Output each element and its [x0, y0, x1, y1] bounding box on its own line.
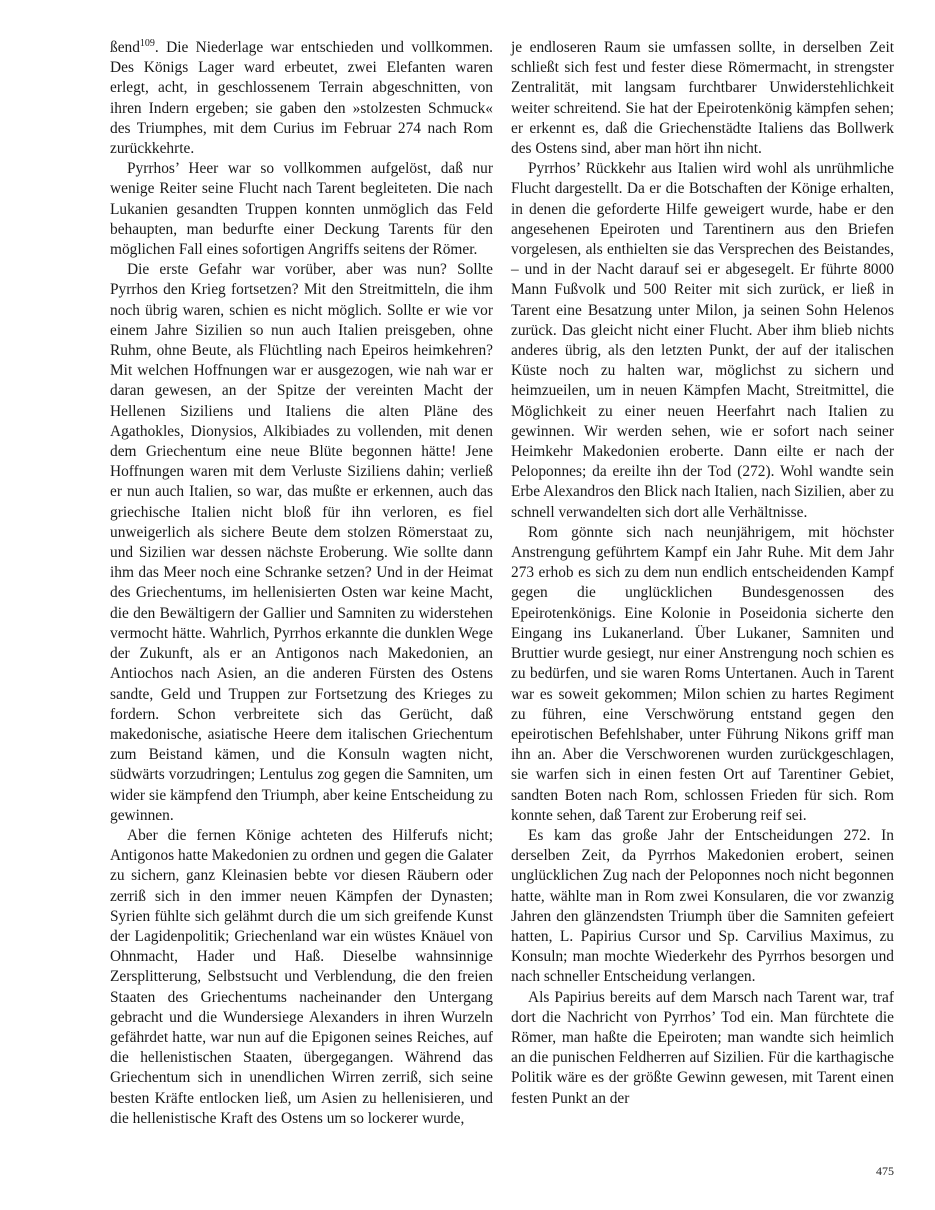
opening-fragment-start: ßend [110, 39, 140, 56]
paragraph: Aber die fernen Könige achteten des Hilferufs nicht; Antigonos hatte Makedonien zu ordnen und gegen die Galater zu sichern, ganz Kleinasien bebte vor diesen Räubern oder zerriß sich in den immer neuen Kämpfen der Dynasten; Syrien fühlte sich gelähmt durch die um sich greifende Kunst der Lagidenpolitik; Griechenland war ein wüstes Knäuel von Ohnmacht, Hader und Haß. Dieselbe wahnsinnige Zersplitterung, Selbstsucht und Verblendung, die den freien Staaten des Griechentums nacheinander den Untergang gebracht und die Wundersiege Alexanders in ihren Wurzeln gefährdet hatte, war nun auf die Epigonen seines Reiches, auf die hellenistischen Staaten, übergegangen. Während das Griechentum sich in unendlichen Wirren zerriß, sich seine besten Kräfte entlocken ließ, um Asien zu hellenisieren, und die hellenistische Kraft des Ostens um so lockerer wurde, [110, 826, 493, 1127]
opening-fragment-rest: . Die Niederlage war entschieden und vollkommen. Des Königs Lager ward erbeutet, zwei Elefanten waren erlegt, acht, in geschlossenem Terrain abgeschnitten, von ihren Indern ergeben; sie gaben den »stolzesten Schmuck« des Triumphes, mit dem Curius im Februar 274 nach Rom zurückkehrte. [110, 39, 493, 158]
left-column [110, 38, 493, 1129]
footnote-reference: 109 [139, 37, 155, 49]
page-number: 475 [876, 1164, 894, 1178]
paragraph: Die erste Gefahr war vorüber, aber was nun? Sollte Pyrrhos den Krieg fortsetzen? Mit den Streitmitteln, die ihm noch übrig waren, schien es nicht möglich. Sollte er wie vor einem Jahre Sizilien so nun auch Italien preisgeben, ohne Ruhm, ohne Beute, als Flüchtling nach Epeiros heimkehren? Mit welchen Hoffnungen war er ausgezogen, wie nah war er daran gewesen, an der Spitze der vereinten Macht der Hellenen Siziliens und Italiens die alten Pläne des Agathokles, Dionysios, Alkibiades zu vollenden, mit denen dem Griechentum eine neue Blüte begonnen hätte! Jene Hoffnungen waren mit dem Verluste Siziliens dahin; verließ er nun auch Italien, so war, das mußte er erkennen, auch das griechische Italien nicht bloß für ihn verloren, es fiel unweigerlich als sichere Beute dem stolzen Römerstaat zu, und Sizilien war dessen nächste Eroberung. Wie sollte dann ihm das Meer noch eine Schranke setzen? Und in der Heimat des Griechentums, im hellenisierten Osten war keine Macht, die den Bewältigern der Gallier und Samniten zu widerstehen vermocht hätte. Wahrlich, Pyrrhos erkannte die dunklen Wege der Zukunft, als er an Antigonos nach Makedonien, an Antiochos nach Asien, an die anderen Fürsten des Ostens sandte, Geld und Truppen zur Fortsetzung des Krieges zu fordern. Schon verbreitete sich das Gerücht, daß makedonische, asiatische Heere dem italischen Griechentum zum Beistand kämen, und die Konsuln wagten nicht, südwärts vorzudringen; Lentulus zog gegen die Samniten, um wider sie kämpfend den Triumph, aber keine Entscheidung zu gewinnen. [110, 261, 493, 824]
paragraph: Pyrrhos’ Rückkehr aus Italien wird wohl als unrühmliche Flucht dargestellt. Da er die Botschaften der Könige erhalten, in denen die geforderte Hilfe geweigert wurde, habe er den angesehenen Epeiroten und Tarentinern aus den Briefen vorgelesen, als enthielten sie das Versprechen des Beistandes, – und in der Nacht darauf sei er abgesegelt. Er führte 8000 Mann Fußvolk und 500 Reiter mit sich zurück, er ließ in Tarent eine Besatzung unter Milon, ja seinen Sohn Helenos zurück. Das gleicht nicht einer Flucht. Aber ihm blieb nichts anderes übrig, als den letzten Punkt, der auf der italischen Küste noch zu halten war, möglichst zu sichern und heimzueilen, um in neuen Kämpfen Macht, Streitmittel, die Möglichkeit zu einer neuen Heerfahrt nach Italien zu gewinnen. Wir werden sehen, wie er sofort nach seiner Heimkehr Makedonien eroberte. Dann eilte er nach der Peloponnes; da ereilte ihn der Tod (272). Wohl wandte sein Erbe Alexandros den Blick nach Italien, nach Sizilien, aber zu schnell verwandelten sich dort alle Verhältnisse. [511, 160, 894, 521]
paragraph: Als Papirius bereits auf dem Marsch nach Tarent war, traf dort die Nachricht von Pyrrhos’ Tod ein. Man fürchtete die Römer, man haßte die Epeiroten; man wandte sich heimlich an die punischen Feldherren auf Sizilien. Für die karthagische Politik wäre es der größte Gewinn gewesen, mit Tarent einen festen Punkt an der [511, 988, 894, 1107]
paragraph: Pyrrhos’ Heer war so vollkommen aufgelöst, daß nur wenige Reiter seine Flucht nach Tarent begleiteten. Die nach Lukanien gesandten Truppen konnten unmöglich das Feld behaupten, man bedurfte einer Deckung Tarents für den möglichen Fall eines sofortigen Angriffs seitens der Römer. [110, 160, 493, 259]
right-column [511, 38, 894, 1109]
paragraph: Rom gönnte sich nach neunjährigem, mit höchster Anstrengung geführtem Kampf ein Jahr Ruhe. Mit dem Jahr 273 erhob es sich zu dem nun endlich entscheidenden Kampf gegen die unglücklichen Bundesgenossen des Epeirotenkönigs. Eine Kolonie in Poseidonia sicherte den Eingang ins Lukanerland. Über Lukaner, Samniten und Bruttier wurde gesiegt, nur einer Anstrengung noch schien es zu bedürfen, und sie waren Roms Untertanen. Auch in Tarent war es soweit gekommen; Milon schien zu hartes Regiment zu führen, eine Verschwörung entstand gegen den epeirotischen Befehlshaber, unter Führung Nikons griff man ihn an. Aber die Verschworenen wurden zurückgeschlagen, sie warfen sich in einen festen Ort auf Tarentiner Gebiet, sandten Boten nach Rom, schlossen Frieden für sich. Rom konnte sehen, daß Tarent zur Eroberung reif sei. [511, 523, 894, 824]
opening-fragment [110, 38, 493, 159]
paragraph: Es kam das große Jahr der Entscheidungen 272. In derselben Zeit, da Pyrrhos Makedonien erobert, seinen unglücklichen Zug nach der Peloponnes noch nicht begonnen hatte, wählte man in Rom zwei Konsularen, die vor zwanzig Jahren den glänzendsten Triumph über die Samniten gefeiert hatten, L. Papirius Cursor und Sp. Carvilius Maximus, zu Konsuln; man mochte Wiederkehr des Pyrrhos besorgen und nach schneller Entscheidung verlangen. [511, 826, 894, 986]
continuation-paragraph: je endloseren Raum sie umfassen sollte, in derselben Zeit schließt sich fest und fester diese Römermacht, in strengster Zentralität, mit langsam furchtbarer Unwiderstehlichkeit weiter schreitend. Sie hat der Epeirotenkönig kämpfen sehen; er erkennt es, daß die Griechenstädte Italiens das Bollwerk des Ostens sind, aber man hört ihn nicht. [511, 39, 894, 158]
